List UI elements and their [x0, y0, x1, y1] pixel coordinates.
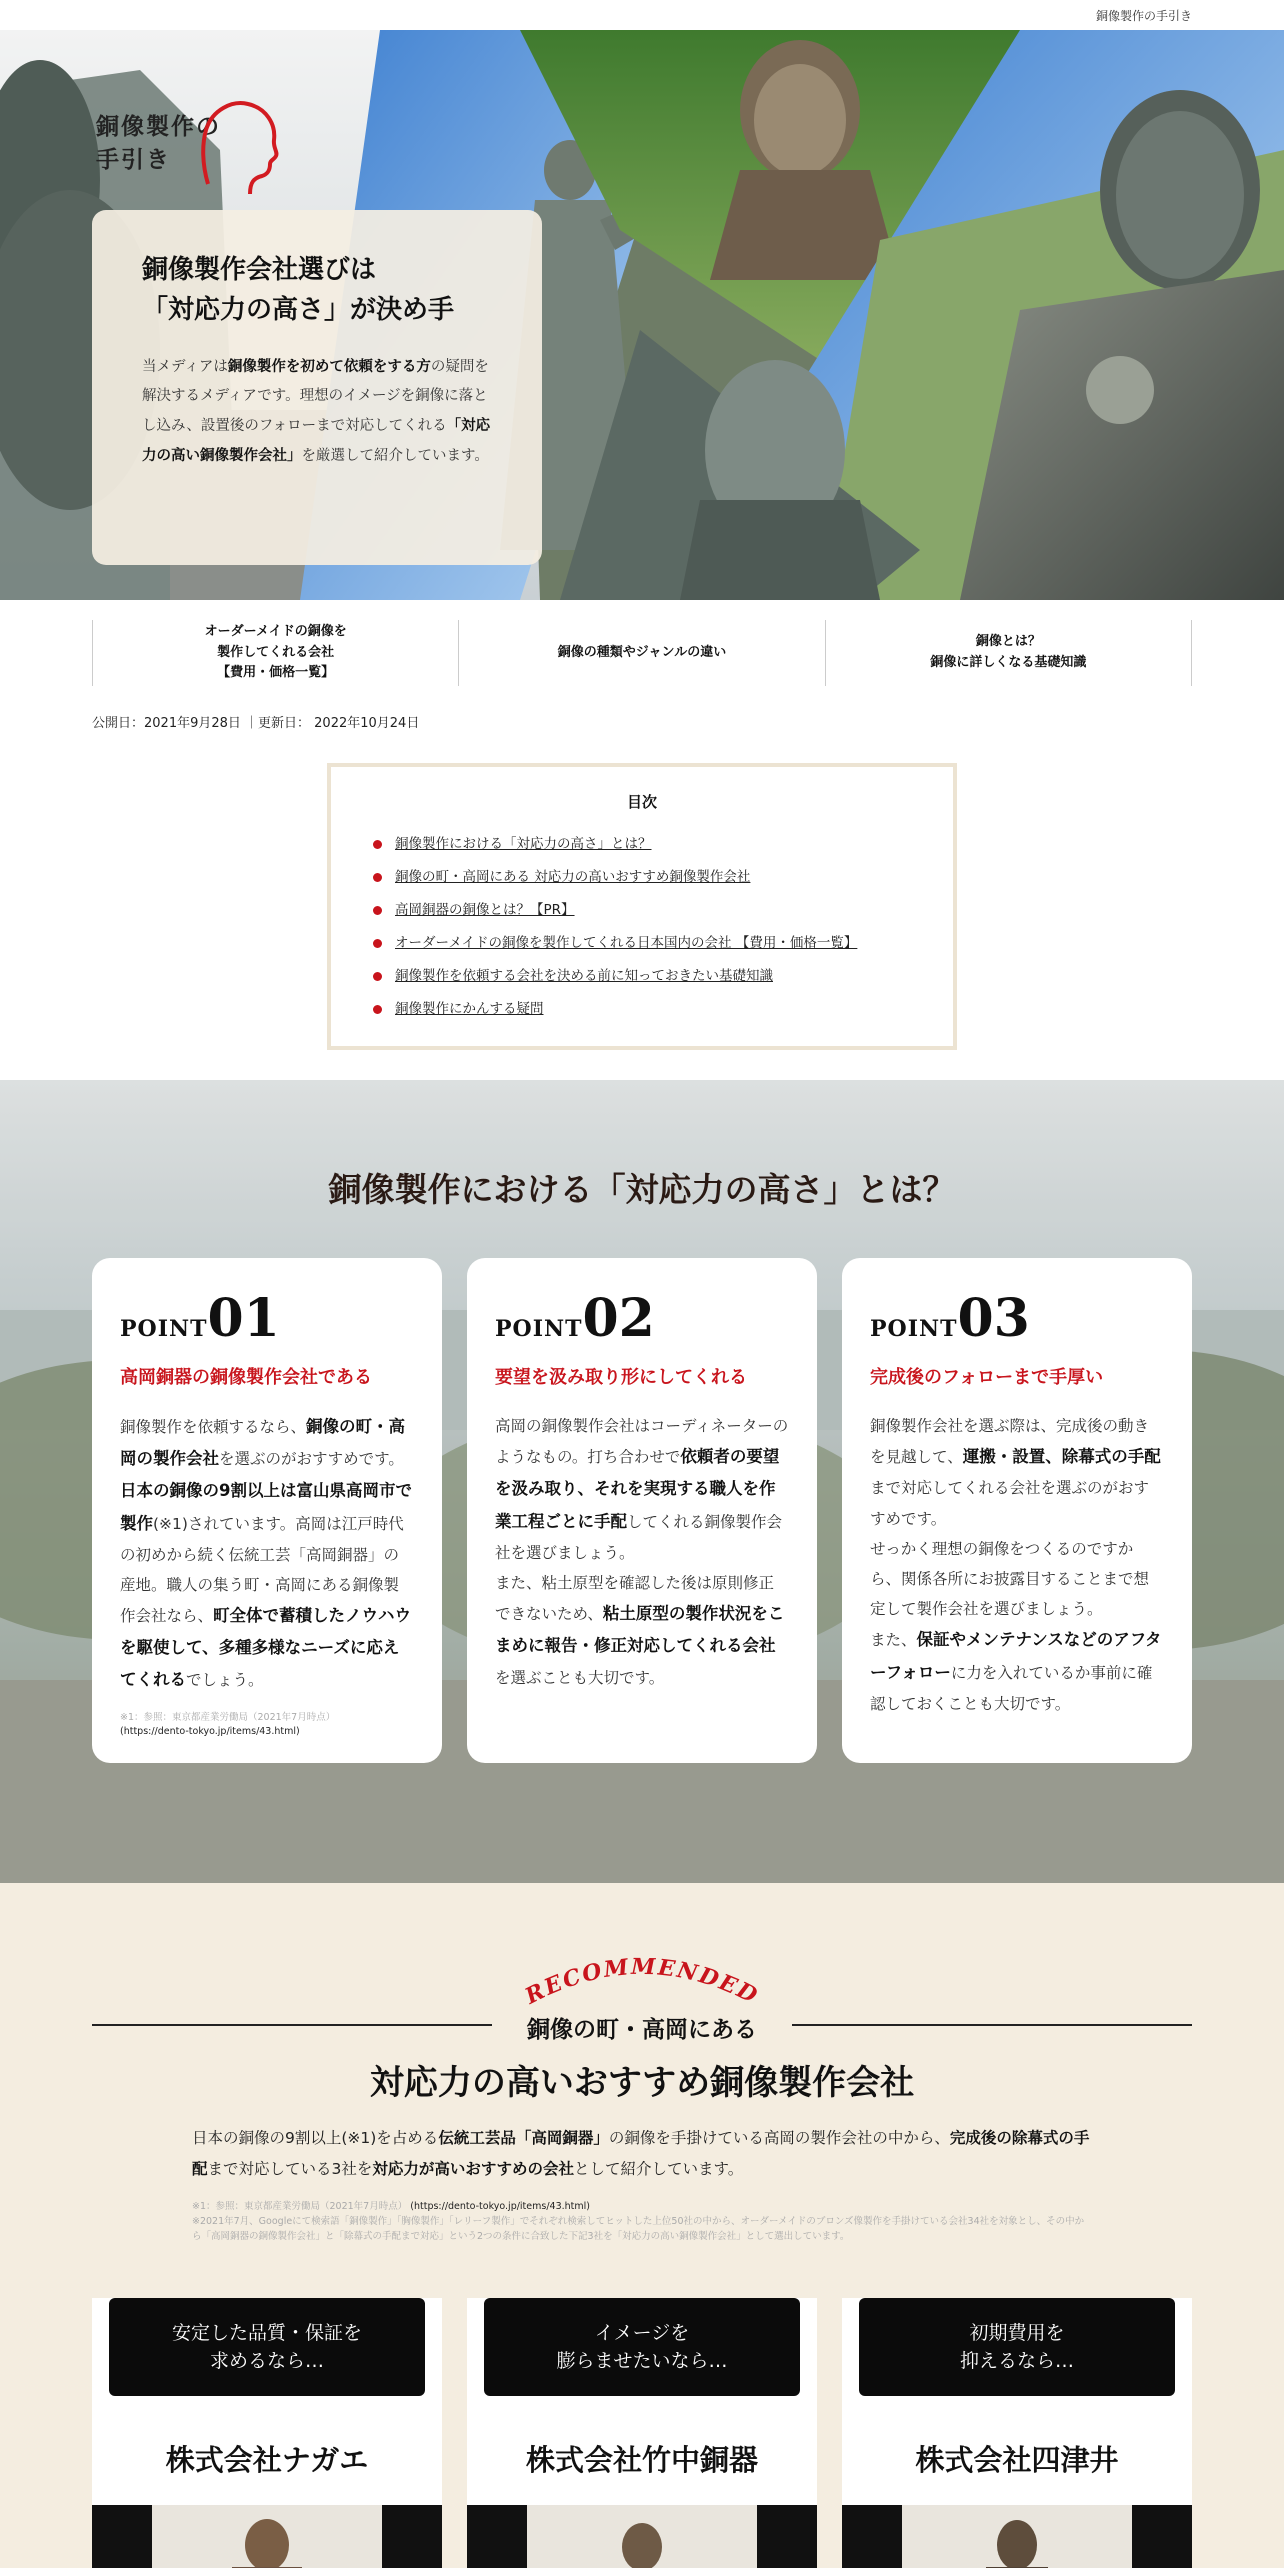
company-badge: 安定した品質・保証を 求めるなら…: [109, 2298, 425, 2396]
company-name[interactable]: 株式会社竹中銅器: [525, 2443, 758, 2477]
point-footnote: ※1：参照：東京都産業労働局（2021年7月時点） (https://dento-tokyo.jp/items/43.html): [120, 1711, 336, 1737]
site-name-top[interactable]: 銅像製作の手引き: [1095, 9, 1192, 23]
toc-link[interactable]: 高岡銅器の銅像とは？【PR】: [395, 902, 575, 918]
company-statue-photo: [842, 2505, 1192, 2568]
point-body: 銅像製作会社を選ぶ際は、完成後の動きを見越して、運搬・設置、除幕式の手配まで対応してくれる会社を選ぶのがおすすめです。 せっかく理想の銅像をつくるのですから、関係各所にお披露目することまで想定して製作会社を選びましょう。 また、保証やメンテナンスなどのアフターフォローに力を入れているか事前に確認しておくことも大切です。: [870, 1417, 1162, 1713]
toc-link[interactable]: 銅像製作における「対応力の高さ」とは？: [395, 836, 652, 852]
company-statue-photo: [92, 2505, 442, 2568]
recommended-footnotes: ※1：参照：東京都産業労働局（2021年7月時点） (https://dento-tokyo.jp/items/43.html) ※2021年7月、Googleにて検索語「銅像製作」「胸像製作」「レリーフ製作」でそれぞれ検索してヒットした上位50社の中から、オーダーメイドのブロンズ像製作を手掛けている会社34社を対象とし、その中から「高岡銅器の銅像製作会社」と「除幕式の手配まで対応」という2つの条件に合致した下記3社を「対応力の高い銅像製作会社」として選出しています。: [192, 2201, 1085, 2243]
hero: [0, 30, 1284, 600]
toc-item: [371, 993, 913, 1026]
toc-title: 目次: [626, 793, 657, 811]
recommended-description: 日本の銅像の9割以上(※1)を占める伝統工芸品「高岡銅器」の銅像を手掛けている高岡の製作会社の中から、完成後の除幕式の手配まで対応している3社を対応力が高いおすすめの会社として紹介しています。: [192, 2129, 1090, 2178]
company-card-nagae[interactable]: [92, 2298, 442, 2568]
company-statue-photo: [467, 2505, 817, 2568]
point-subtitle: 完成後のフォローまで手厚い: [870, 1367, 1104, 1388]
toc-item: [371, 960, 913, 993]
section-title: 銅像製作における「対応力の高さ」とは？: [328, 1170, 956, 1209]
toc-item: [371, 927, 913, 960]
recommended-title: 対応力の高いおすすめ銅像製作会社: [369, 2063, 915, 2103]
hero-intro-card: [92, 210, 542, 565]
company-name[interactable]: 株式会社四津井: [915, 2443, 1119, 2477]
nav-item-order-made[interactable]: オーダーメイドの銅像を 製作してくれる会社 【費用・価格一覧】: [92, 620, 458, 686]
point-subtitle: 高岡銅器の銅像製作会社である: [120, 1367, 372, 1388]
top-strip: [0, 0, 1284, 30]
hero-description: 当メディアは銅像製作を初めて依頼をする方の疑問を解決するメディアです。理想のイメージを銅像に落とし込み、設置後のフォローまで対応してくれる「対応力の高い銅像製作会社」を厳選して紹介しています。: [142, 358, 491, 464]
table-of-contents: [327, 763, 957, 1050]
company-badge: イメージを 膨らませたいなら…: [484, 2298, 800, 2396]
point-heading: POINT02: [495, 1288, 655, 1349]
recommended-subtitle: 銅像の町・高岡にある: [527, 2017, 757, 2043]
svg-text:RECOMMENDED: RECOMMENDED: [521, 1953, 763, 2010]
site-logo[interactable]: [96, 74, 296, 214]
company-card-takenaka[interactable]: [467, 2298, 817, 2568]
point-card-03: [842, 1258, 1192, 1763]
toc-item: [371, 828, 913, 861]
toc-list: [371, 828, 913, 1026]
recommended-badge: [492, 1939, 792, 2019]
point-body: 銅像製作を依頼するなら、銅像の町・高岡の製作会社を選ぶのがおすすめです。日本の銅像の9割以上は富山県高岡市で製作(※1)されています。高岡は江戸時代の初めから続く伝統工芸「高岡銅器」の産地。職人の集う町・高岡にある銅像製作会社なら、町全体で蓄積したノウハウを駆使して、多種多様なニーズに応えてくれるでしょう。: [120, 1417, 412, 1690]
point-heading: POINT01: [120, 1288, 280, 1349]
point-card-01: [92, 1258, 442, 1763]
nav-item-basics[interactable]: 銅像とは？ 銅像に詳しくなる基礎知識: [825, 620, 1192, 686]
toc-item: [371, 861, 913, 894]
company-card-yotsui[interactable]: [842, 2298, 1192, 2568]
toc-link[interactable]: オーダーメイドの銅像を製作してくれる日本国内の会社 【費用・価格一覧】: [395, 935, 858, 951]
company-badge: 初期費用を 抑えるなら…: [859, 2298, 1175, 2396]
point-card-02: [467, 1258, 817, 1763]
point-body: 高岡の銅像製作会社はコーディネーターのようなもの。打ち合わせで依頼者の要望を汲み取り、それを実現する職人を作業工程ごとに手配してくれる銅像製作会社を選びましょう。 また、粘土原型を確認した後は原則修正できないため、粘土原型の製作状況をこまめに報告・修正対応してくれる会社を選ぶことも大切です。: [495, 1417, 789, 1687]
toc-link[interactable]: 銅像製作にかんする疑問: [395, 1001, 544, 1017]
logo-text: 銅像製作の 手引き: [96, 113, 221, 174]
point-subtitle: 要望を汲み取り形にしてくれる: [495, 1367, 747, 1388]
main-nav: [92, 620, 1192, 686]
hero-title: 銅像製作会社選びは 「対応力の高さ」が決め手: [142, 255, 455, 326]
point-heading: POINT03: [870, 1288, 1030, 1349]
nav-item-types[interactable]: 銅像の種類やジャンルの違い: [458, 620, 824, 686]
publish-dates: 公開日：2021年9月28日 ｜更新日： 2022年10月24日: [92, 716, 420, 731]
toc-link[interactable]: 銅像の町・高岡にある 対応力の高いおすすめ銅像製作会社: [395, 869, 751, 885]
toc-link[interactable]: 銅像製作を依頼する会社を決める前に知っておきたい基礎知識: [395, 968, 773, 984]
responsiveness-section: [0, 1080, 1284, 1883]
toc-item: [371, 894, 913, 927]
recommended-section: [0, 1883, 1284, 2568]
head-silhouette-logo-icon: [188, 94, 284, 204]
company-name[interactable]: 株式会社ナガエ: [165, 2443, 369, 2477]
